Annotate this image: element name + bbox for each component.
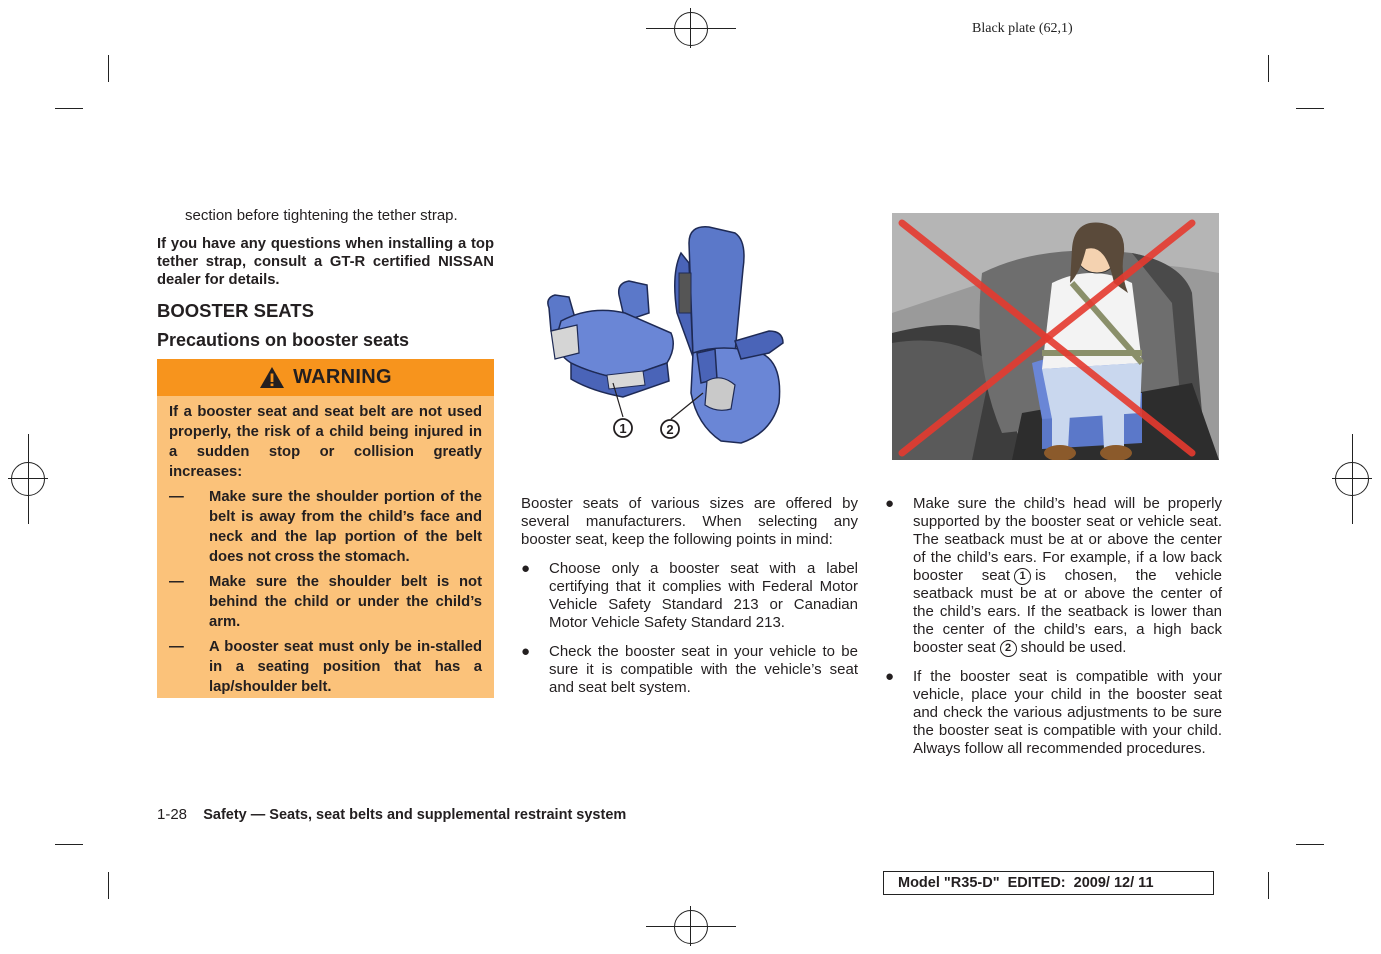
crop-mark — [1296, 844, 1324, 845]
dash-marker: — — [169, 489, 184, 505]
list-item — [885, 495, 1222, 657]
warning-body — [157, 396, 494, 698]
column-right — [885, 495, 1222, 758]
crop-mark — [1268, 872, 1269, 899]
bullet-text — [913, 495, 1222, 657]
warning-item-text: Make sure the shoulder portion of the belt is away from the child’s face and neck and the lap portion of the belt does not cross the stomach. — [209, 489, 482, 565]
registration-mark-right — [1332, 434, 1372, 524]
bullet-text-part: should be used. — [1020, 639, 1127, 656]
booster-seats-illustration — [521, 213, 858, 463]
child-in-seat-illustration — [892, 213, 1219, 460]
warning-box — [157, 359, 494, 698]
warning-item — [169, 637, 482, 697]
crop-mark — [1268, 55, 1269, 82]
registration-mark-bottom — [646, 906, 736, 946]
crop-mark — [55, 108, 83, 109]
column-middle — [521, 495, 858, 697]
continued-text: section before tightening the tether strap. — [185, 207, 458, 224]
dash-marker: — — [169, 639, 184, 655]
crop-mark — [108, 872, 109, 899]
bullet-marker: ● — [521, 643, 531, 660]
advice-text: If you have any questions when installing a top tether strap, consult a GT-R certified NISSAN dealer for details. — [157, 236, 494, 288]
page-footer — [157, 806, 626, 823]
plate-label: Black plate (62,1) — [972, 21, 1073, 36]
bullet-text-part: Make sure the child’s head will be properly supported by the booster seat or vehicle seat. The seatback must be at or above the center of the child’s ears. For example, if a low back booster seat — [913, 495, 1222, 584]
bullet-text: If the booster seat is compatible with your vehicle, place your child in the booster seat and check the various adjustments to be sure the booster seat is compatible with your child. Always follow all recommended procedures. — [913, 668, 1222, 757]
bullet-text: Choose only a booster seat with a label certifying that it complies with Federal Motor Vehicle Safety Standard 213 or Canadian Motor Vehicle Safety Standard 213. — [549, 560, 858, 631]
warning-item — [169, 572, 482, 632]
section-heading: BOOSTER SEATS — [157, 300, 314, 321]
warning-item-text: A booster seat must only be in-stalled in a seating position that has a lap/shoulder belt. — [209, 639, 482, 695]
bullet-text: Check the booster seat in your vehicle to be sure it is compatible with the vehicle’s seat and seat belt system. — [549, 643, 858, 696]
reference-number-1: 1 — [1014, 568, 1031, 585]
crop-mark — [55, 844, 83, 845]
registration-mark-top — [646, 8, 736, 48]
sub-heading: Precautions on booster seats — [157, 330, 410, 350]
callout-1: 1 — [619, 421, 627, 436]
callout-2: 2 — [666, 422, 674, 437]
list-item — [521, 560, 858, 632]
footer-section-title: Safety — Seats, seat belts and supplemental restraint system — [203, 807, 627, 823]
registration-mark-left — [8, 434, 48, 524]
middle-intro: Booster seats of various sizes are offered by several manufacturers. When selecting any booster seat, keep the following points in mind: — [521, 495, 858, 548]
page-number: 1-28 — [157, 806, 188, 823]
list-item — [521, 643, 858, 697]
column-left — [157, 207, 494, 698]
warning-item — [169, 487, 482, 567]
bullet-marker: ● — [521, 560, 531, 577]
model-edited-box: Model "R35-D" EDITED: 2009/ 12/ 11 — [883, 871, 1214, 895]
reference-number-2: 2 — [1000, 640, 1017, 657]
bullet-marker: ● — [885, 668, 895, 685]
crop-mark — [1296, 108, 1324, 109]
crop-mark — [108, 55, 109, 82]
warning-title: WARNING — [293, 366, 392, 388]
list-item — [885, 668, 1222, 758]
warning-triangle-icon — [259, 366, 285, 389]
warning-item-text: Make sure the shoulder belt is not behind the child or under the child’s arm. — [209, 574, 482, 630]
warning-intro: If a booster seat and seat belt are not used properly, the risk of a child being injured in a sudden stop or collision greatly increases: — [169, 404, 482, 480]
bullet-marker: ● — [885, 495, 895, 512]
warning-header — [157, 359, 494, 396]
dash-marker: — — [169, 574, 184, 590]
bullet-text-part: is chosen, the vehicle seatback must be at or above the center of the child’s ears. If the seatback is lower than the center of the child’s ears, a high back booster seat — [913, 567, 1222, 656]
